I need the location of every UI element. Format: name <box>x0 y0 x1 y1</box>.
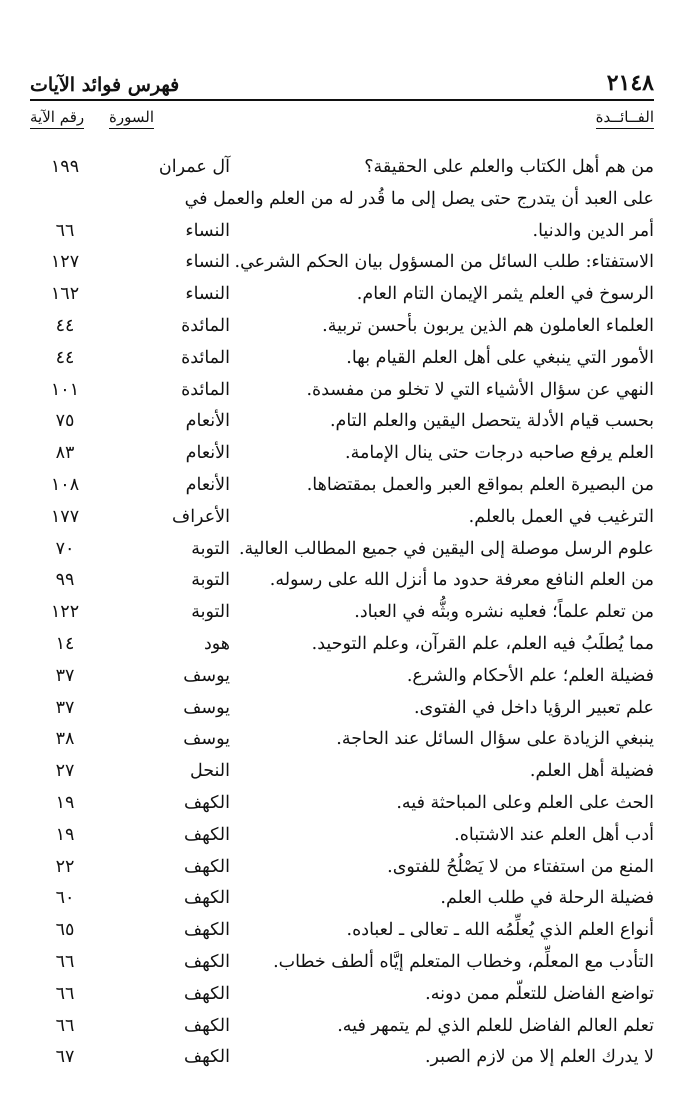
entry-ayah-number: ٣٨ <box>55 729 75 750</box>
entry-line <box>30 152 654 184</box>
entry-ayah-number: ١٩ <box>55 792 75 813</box>
entry-line <box>30 820 654 852</box>
entry-text: أمر الدين والدنيا. <box>532 220 654 241</box>
index-entry <box>30 152 654 184</box>
entry-surah: الكهف <box>183 1015 230 1036</box>
entry-text: العلم يرفع صاحبه درجات حتى ينال الإمامة. <box>345 443 654 464</box>
entry-surah: النحل <box>189 761 230 782</box>
entry-text: من تعلم علماً؛ فعليه نشره وبثُّه في العباد. <box>354 602 654 623</box>
entry-ayah-number: ٤٤ <box>55 315 75 336</box>
entry-surah: المائدة <box>181 315 230 336</box>
entry-surah: هود <box>203 633 230 654</box>
entry-line <box>30 247 654 279</box>
entry-line <box>30 693 654 725</box>
index-entry <box>30 184 654 248</box>
entry-text: مما يُطلَبُ فيه العلم، علم القرآن، وعلم التوحيد. <box>311 633 654 654</box>
index-entry <box>30 661 654 693</box>
index-entry <box>30 502 654 534</box>
entry-text: النهي عن سؤال الأشياء التي لا تخلو من مفسدة. <box>306 379 654 400</box>
entry-surah: الكهف <box>183 951 230 972</box>
entry-line <box>30 979 654 1011</box>
index-entry <box>30 1042 654 1074</box>
entry-text: علوم الرسل موصلة إلى اليقين في جميع المطالب العالية. <box>238 538 654 559</box>
entry-ayah-number: ٧٠ <box>55 538 75 559</box>
entry-line <box>30 1042 654 1074</box>
entry-surah: الأنعام <box>185 443 230 464</box>
index-entries <box>30 152 654 1074</box>
entry-line <box>30 788 654 820</box>
index-entry <box>30 788 654 820</box>
entry-line <box>30 883 654 915</box>
index-entry <box>30 852 654 884</box>
running-title: فهرس فوائد الآيات <box>30 74 180 96</box>
entry-surah: الكهف <box>183 792 230 813</box>
index-entry <box>30 820 654 852</box>
entry-surah: الكهف <box>183 856 230 877</box>
entry-text: من العلم النافع معرفة حدود ما أنزل الله على رسوله. <box>269 570 654 591</box>
entry-ayah-number: ١٤ <box>55 633 75 654</box>
column-header-surah: السورة <box>109 108 154 129</box>
index-entry <box>30 279 654 311</box>
entry-surah: التوبة <box>191 602 230 623</box>
entry-ayah-number: ١٦٢ <box>50 284 80 305</box>
entry-line <box>30 502 654 534</box>
entry-text: من البصيرة العلم بمواقع العبر والعمل بمقتضاها. <box>306 474 654 495</box>
index-entry <box>30 756 654 788</box>
entry-ayah-number: ٢٢ <box>55 856 75 877</box>
entry-line <box>30 947 654 979</box>
entry-line <box>30 915 654 947</box>
entry-text: فضيلة العلم؛ علم الأحكام والشرع. <box>406 665 654 686</box>
entry-text: الأمور التي ينبغي على أهل العلم القيام بها. <box>346 347 654 368</box>
entry-text: الرسوخ في العلم يثمر الإيمان التام العام. <box>356 284 654 305</box>
entry-line <box>30 565 654 597</box>
index-entry <box>30 629 654 661</box>
entry-surah: التوبة <box>191 538 230 559</box>
entry-surah: الكهف <box>183 1047 230 1068</box>
entry-surah: الكهف <box>183 824 230 845</box>
entry-ayah-number: ١٠٨ <box>50 474 80 495</box>
entry-surah: يوسف <box>183 729 230 750</box>
index-entry <box>30 343 654 375</box>
entry-line <box>30 375 654 407</box>
entry-surah: التوبة <box>191 570 230 591</box>
index-entry <box>30 406 654 438</box>
column-header-faida: الفــائــدة <box>596 108 654 129</box>
index-entry <box>30 883 654 915</box>
index-entry <box>30 724 654 756</box>
entry-ayah-number: ٦٠ <box>55 888 75 909</box>
entry-line <box>30 184 654 216</box>
index-entry <box>30 1011 654 1043</box>
entry-text: العلماء العاملون هم الذين يربون بأحسن تربية. <box>322 315 654 336</box>
entry-line <box>30 470 654 502</box>
entry-text: أنواع العلم الذي يُعلِّمُه الله ـ تعالى ـ لعباده. <box>346 920 654 941</box>
entry-text: لا يدرك العلم إلا من لازم الصبر. <box>424 1047 654 1068</box>
index-entry <box>30 947 654 979</box>
entry-line <box>30 216 654 248</box>
entry-line <box>30 311 654 343</box>
entry-surah: يوسف <box>183 665 230 686</box>
entry-ayah-number: ٧٥ <box>55 411 75 432</box>
index-entry <box>30 915 654 947</box>
index-entry <box>30 311 654 343</box>
entry-ayah-number: ٩٩ <box>55 570 75 591</box>
entry-line <box>30 279 654 311</box>
entry-text: الترغيب في العمل بالعلم. <box>468 506 654 527</box>
entry-surah: الكهف <box>183 888 230 909</box>
entry-text: الاستفتاء: طلب السائل من المسؤول بيان الحكم الشرعي. <box>234 252 654 273</box>
entry-surah: الأعراف <box>172 506 230 527</box>
entry-line <box>30 629 654 661</box>
column-header-ayah: رقم الآية <box>30 108 84 129</box>
entry-ayah-number: ٦٦ <box>55 951 75 972</box>
index-entry <box>30 470 654 502</box>
entry-ayah-number: ٦٧ <box>55 1047 75 1068</box>
entry-text: على العبد أن يتدرج حتى يصل إلى ما قُدر له من العلم والعمل في <box>184 188 654 209</box>
entry-surah: يوسف <box>183 697 230 718</box>
entry-ayah-number: ٣٧ <box>55 697 75 718</box>
entry-line <box>30 852 654 884</box>
index-entry <box>30 693 654 725</box>
index-entry <box>30 375 654 407</box>
entry-line <box>30 661 654 693</box>
entry-text: فضيلة الرحلة في طلب العلم. <box>440 888 654 909</box>
entry-ayah-number: ١٩ <box>55 824 75 845</box>
entry-surah: الأنعام <box>185 411 230 432</box>
entry-line <box>30 534 654 566</box>
entry-text: علم تعبير الرؤيا داخل في الفتوى. <box>413 697 654 718</box>
index-entry <box>30 534 654 566</box>
entry-text: ينبغي الزيادة على سؤال السائل عند الحاجة. <box>336 729 654 750</box>
entry-ayah-number: ٦٦ <box>55 220 75 241</box>
index-entry <box>30 438 654 470</box>
entry-ayah-number: ١٢٢ <box>50 602 80 623</box>
column-headers <box>30 108 654 138</box>
entry-surah: النساء <box>185 220 230 241</box>
entry-line <box>30 1011 654 1043</box>
entry-line <box>30 343 654 375</box>
index-entry <box>30 597 654 629</box>
entry-surah: المائدة <box>181 347 230 368</box>
entry-ayah-number: ١٧٧ <box>50 506 80 527</box>
entry-text: المنع من استفتاء من لا يَصْلُحُ للفتوى. <box>387 856 654 877</box>
entry-line <box>30 597 654 629</box>
entry-text: الحث على العلم وعلى المباحثة فيه. <box>396 792 654 813</box>
page-header <box>30 62 654 96</box>
entry-surah: المائدة <box>181 379 230 400</box>
entry-text: التأدب مع المعلِّم، وخطاب المتعلم إيَّاه ألطف خطاب. <box>273 951 654 972</box>
entry-text: بحسب قيام الأدلة يتحصل اليقين والعلم التام. <box>329 411 654 432</box>
entry-ayah-number: ٨٣ <box>55 443 75 464</box>
entry-text: تواضع الفاضل للتعلّم ممن دونه. <box>425 983 654 1004</box>
entry-ayah-number: ٣٧ <box>55 665 75 686</box>
entry-line <box>30 438 654 470</box>
entry-text: تعلم العالم الفاضل للعلم الذي لم يتمهر فيه. <box>337 1015 654 1036</box>
entry-surah: النساء <box>185 284 230 305</box>
entry-text: أدب أهل العلم عند الاشتباه. <box>454 824 654 845</box>
entry-ayah-number: ٦٦ <box>55 983 75 1004</box>
page-number: ٢١٤٨ <box>606 70 654 96</box>
entry-line <box>30 406 654 438</box>
entry-ayah-number: ٦٥ <box>55 920 75 941</box>
index-entry <box>30 247 654 279</box>
entry-line <box>30 756 654 788</box>
entry-ayah-number: ٤٤ <box>55 347 75 368</box>
entry-ayah-number: ٦٦ <box>55 1015 75 1036</box>
entry-ayah-number: ١٠١ <box>50 379 80 400</box>
entry-surah: النساء <box>185 252 230 273</box>
entry-line <box>30 724 654 756</box>
entry-text: من هم أهل الكتاب والعلم على الحقيقة؟ <box>364 157 654 177</box>
entry-ayah-number: ٢٧ <box>55 761 75 782</box>
entry-surah: الأنعام <box>185 474 230 495</box>
entry-ayah-number: ١٢٧ <box>50 252 80 273</box>
entry-surah: آل عمران <box>158 157 230 177</box>
entry-ayah-number: ١٩٩ <box>50 157 80 177</box>
entry-surah: الكهف <box>183 920 230 941</box>
header-rule <box>30 99 654 101</box>
index-entry <box>30 979 654 1011</box>
entry-text: فضيلة أهل العلم. <box>529 761 654 782</box>
entry-surah: الكهف <box>183 983 230 1004</box>
index-entry <box>30 565 654 597</box>
